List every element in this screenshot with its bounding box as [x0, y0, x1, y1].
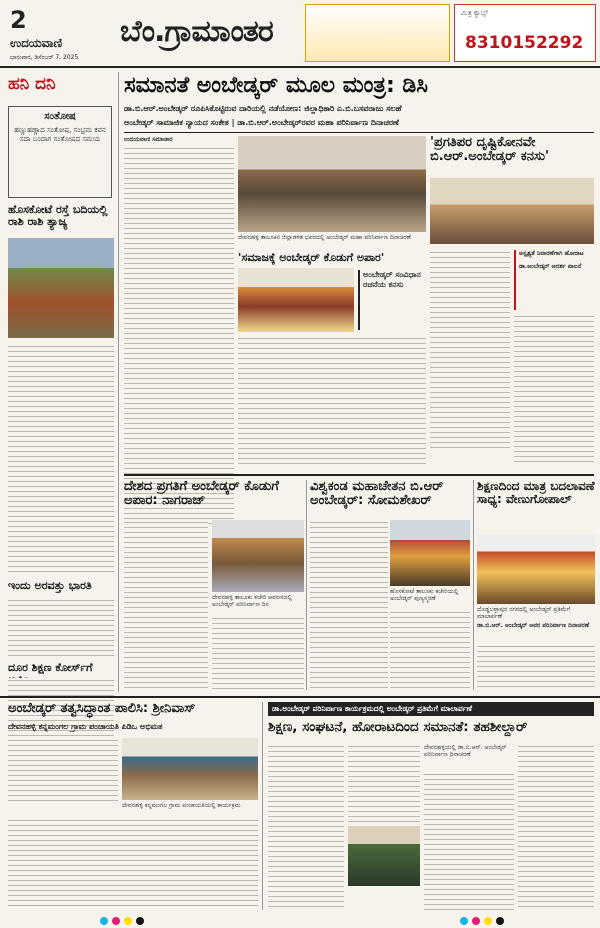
- side-photo: [430, 178, 594, 244]
- column-divider: [118, 72, 119, 692]
- pull-quote: ಅಂಬೇಡ್ಕರ್ ಸಂವಿಧಾನ ರಚನೆಯ ಕನಸು: [358, 270, 426, 330]
- article-body: [124, 146, 234, 526]
- lead-headline: ಸಮಾನತೆ ಅಂಬೇಡ್ಕರ್ ಮೂಲ ಮಂತ್ರ: ಡಿಸಿ: [124, 73, 428, 98]
- lead-subhead: ಡಾ.ಬಿ.ಆರ್.ಅಂಬೇಡ್ಕರ್ ರೂಪಿಸಿಕೊಟ್ಟಿರುವ ದಾರಿಯಲ್ಲಿ ನಡೆಯೋಣ: ಜಿಲ್ಲಾಧಿಕಾರಿ ಎ.ಬಿ.ಬಸವರಾಜು ಸಲಹೆ: [124, 104, 402, 113]
- divider: [0, 696, 600, 698]
- story-headline: ಹೊಸಕೋಟೆ ರಸ್ತೆ ಬದಿಯಲ್ಲಿ ರಾಶಿ ರಾಶಿ ತ್ಯಾಜ್ಯ: [8, 203, 108, 228]
- poem-text: ಹಣ್ಣುಹಣ್ಣಾದ ಸಂತೋಷ, ಸಂಭ್ರಮ ಕವನ ಸದಾ ಬಂದಾಗ ಸಂತೋಷದ ಸಮಯ: [14, 126, 106, 144]
- inner-photo: [238, 268, 354, 332]
- article-body: [310, 520, 388, 690]
- sidebar-column: [4, 72, 116, 692]
- paper-name: ಉದಯವಾಣಿ: [10, 36, 63, 50]
- advertisement-banner: [305, 4, 450, 62]
- poem-title: ಸಂತೋಷ: [44, 111, 76, 122]
- article-body: [348, 744, 420, 824]
- middle-right-headline: ಶಿಕ್ಷಣದಿಂದ ಮಾತ್ರ ಬದಲಾವಣೆ ಸಾಧ್ಯ: ವೇಣುಗೋಪಾಲ್: [477, 479, 595, 506]
- page-number: 2: [10, 6, 27, 34]
- photo-caption: ದೇವನಹಳ್ಳಿ ತಾಲೂಕು ಕಚೇರಿ ಆವರಣದಲ್ಲಿ ಅಂಬೇಡ್ಕರ್ ಪರಿನಿರ್ವಾಣ ದಿನ: [212, 594, 292, 609]
- print-registration-marks: [0, 914, 600, 928]
- column-divider: [262, 702, 263, 910]
- article-body: [8, 818, 258, 910]
- pull-quote: ಡಾ.ಬಿ.ಆರ್. ಅಂಬೇಡ್ಕರ್ ಅವರ ಪರಿನಿರ್ವಾಣ ದಿನಾಚರಣೆ: [477, 622, 590, 629]
- divider: [124, 132, 594, 133]
- middle-right-photo: [477, 534, 595, 604]
- column-divider: [473, 480, 474, 690]
- article-body: [238, 336, 426, 466]
- middle-center-photo: [390, 520, 470, 586]
- side-headline: 'ಪ್ರಗತಿಪರ ದೃಷ್ಟಿಕೋನವೇ ಬಿ.ಆರ್.ಅಂಬೇಡ್ಕರ್ ಕನಸು': [430, 135, 549, 164]
- photo-caption: ದೇವನಹಳ್ಳಿಯಲ್ಲಿ ಡಾ.ಬಿ.ಆರ್. ಅಂಬೇಡ್ಕರ್ ಪರಿನಿರ್ವಾಣ ದಿನಾಚರಣೆ: [424, 744, 507, 759]
- lead-photo: [238, 136, 426, 232]
- lead-subhead-2: ಅಂಬೇಡ್ಕರ್ ಸಾಮಾಜಿಕ ನ್ಯಾಯದ ಸಂಕೇತ | ಡಾ.ಬಿ.ಆರ್.ಅಂಬೇಡ್ಕರ್‌ರವರ ಮಹಾ ಪರಿನಿರ್ವಾಣ ದಿನಾಚರಣೆ: [124, 118, 399, 127]
- ad-text: ಮಿತ್ರ ಕ್ಯಾಬ್ಸ್: [461, 9, 489, 17]
- middle-center-headline: ವಿಶ್ವಕಂಡ ಮಹಾಚೇತನ ಬಿ.ಆರ್ ಅಂಬೇಡ್ಕರ್: ಸೋಮಶೇಖರ್: [310, 479, 444, 508]
- dateline: ಉದಯವಾಣಿ ಸಮಾಚಾರ: [124, 136, 173, 143]
- article-body: [430, 250, 510, 450]
- divider: [124, 474, 594, 476]
- bullet-item: ಅಸ್ಪೃಶ್ಯತೆ ನಿವಾರಣೆಗಾಗಿ ಹೋರಾಟ: [519, 250, 584, 257]
- article-body: [212, 616, 304, 690]
- masthead: [0, 0, 600, 68]
- photo-caption: ದೊಡ್ಡಬಳ್ಳಾಪುರ ನಗರದಲ್ಲಿ ಅಂಬೇಡ್ಕರ್ ಪ್ರತಿಮೆಗೆ ಮಾಲಾರ್ಪಣೆ: [477, 606, 571, 621]
- news-photo: [8, 238, 114, 338]
- bottom-left-subhead: ದೇವನಹಳ್ಳಿ ಕನ್ನಮಂಗಲ ಗ್ರಾಮ ಪಂಚಾಯತಿ ಪಿಡಿಒ ಅಭಿಮತ: [8, 722, 163, 731]
- article-body: [477, 644, 595, 690]
- column-name: ಹನಿ ದನಿ: [8, 74, 56, 94]
- kicker-text: ಡಾ.ಅಂಬೇಡ್ಕರ್ ಪರಿನಿರ್ವಾಣ ಕಾರ್ಯಕ್ರಮದಲ್ಲಿ ಅಂಬೇಡ್ಕರ್ ಪ್ರತಿಮೆಗೆ ಮಾಲಾರ್ಪಣೆ: [272, 704, 473, 713]
- article-body: [8, 598, 114, 658]
- middle-left-headline: ದೇಶದ ಪ್ರಗತಿಗೆ ಅಂಬೇಡ್ಕರ್ ಕೊಡುಗೆ ಅಪಾರ: ನಾಗರಾಜ್: [124, 479, 279, 508]
- article-body: [424, 772, 514, 910]
- bottom-left-headline: ಅಂಬೇಡ್ಕರ್ ತತ್ವಸಿದ್ಧಾಂತ ಪಾಲಿಸಿ: ಶ್ರೀನಿವಾಸ್: [8, 701, 196, 716]
- article-body: [124, 520, 208, 690]
- article-body: [514, 314, 594, 464]
- article-body: [268, 744, 344, 910]
- story-headline: ದೂರ ಶಿಕ್ಷಣ ಕೋರ್ಸ್‌ಗೆ: [8, 661, 93, 674]
- article-body: [8, 738, 118, 802]
- photo-caption: ದೇವನಹಳ್ಳಿ ಕನ್ನಮಂಗಲ ಗ್ರಾಮ ಪಂಚಾಯತಿಯಲ್ಲಿ ಕಾರ್ಯಕ್ರಮ: [122, 802, 241, 809]
- photo-caption: ಹೊಸಕೋಟೆ ತಾಲೂಕು ಕಚೇರಿಯಲ್ಲಿ ಅಂಬೇಡ್ಕರ್ ಪುಣ್ಯಸ್ಮರಣೆ: [390, 588, 459, 603]
- article-body: [390, 610, 470, 690]
- date-line: ಭಾನುವಾರ, ಡಿಸೆಂಬರ್ 7, 2025: [10, 54, 79, 61]
- photo-caption: ದೇವನಹಳ್ಳಿ ತಾಲೂಕಿನ ಜಿಲ್ಲಾಡಳಿತ ಭವನದಲ್ಲಿ ಅಂಬೇಡ್ಕರ್ ಮಹಾ ಪರಿನಿರ್ವಾಣ ದಿನಾಚರಣೆ: [238, 234, 411, 241]
- poem-box: [8, 106, 112, 198]
- bottom-right-photo: [348, 826, 420, 886]
- bullet-item: ಡಾ.ಅಂಬೇಡ್ಕರ್ ಆದರ್ಶ ಪಾಲನೆ: [519, 263, 582, 271]
- column-divider: [306, 480, 307, 690]
- story-headline: ಇಂದು ಅರವತ್ತು ಭಾರತಿ: [8, 579, 92, 592]
- article-body: [518, 744, 594, 910]
- inner-headline: 'ಸಮಾಜಕ್ಕೆ ಅಂಬೇಡ್ಕರ್ ಕೊಡುಗೆ ಅಪಾರ': [238, 251, 385, 264]
- article-body: [8, 344, 114, 576]
- kicker-bar: [268, 702, 594, 716]
- bullet-box: [514, 250, 594, 310]
- advertisement-cab: [454, 4, 596, 62]
- middle-left-photo: [212, 520, 304, 592]
- ad-phone: 8310152292: [465, 33, 584, 53]
- section-title: ಬೆಂ.ಗ್ರಾಮಾಂತರ: [120, 14, 273, 49]
- bottom-left-photo: [122, 738, 258, 800]
- bottom-right-headline: ಶಿಕ್ಷಣ, ಸಂಘಟನೆ, ಹೋರಾಟದಿಂದ ಸಮಾನತೆ: ತಹಶೀಲ್ದಾರ್: [268, 719, 528, 735]
